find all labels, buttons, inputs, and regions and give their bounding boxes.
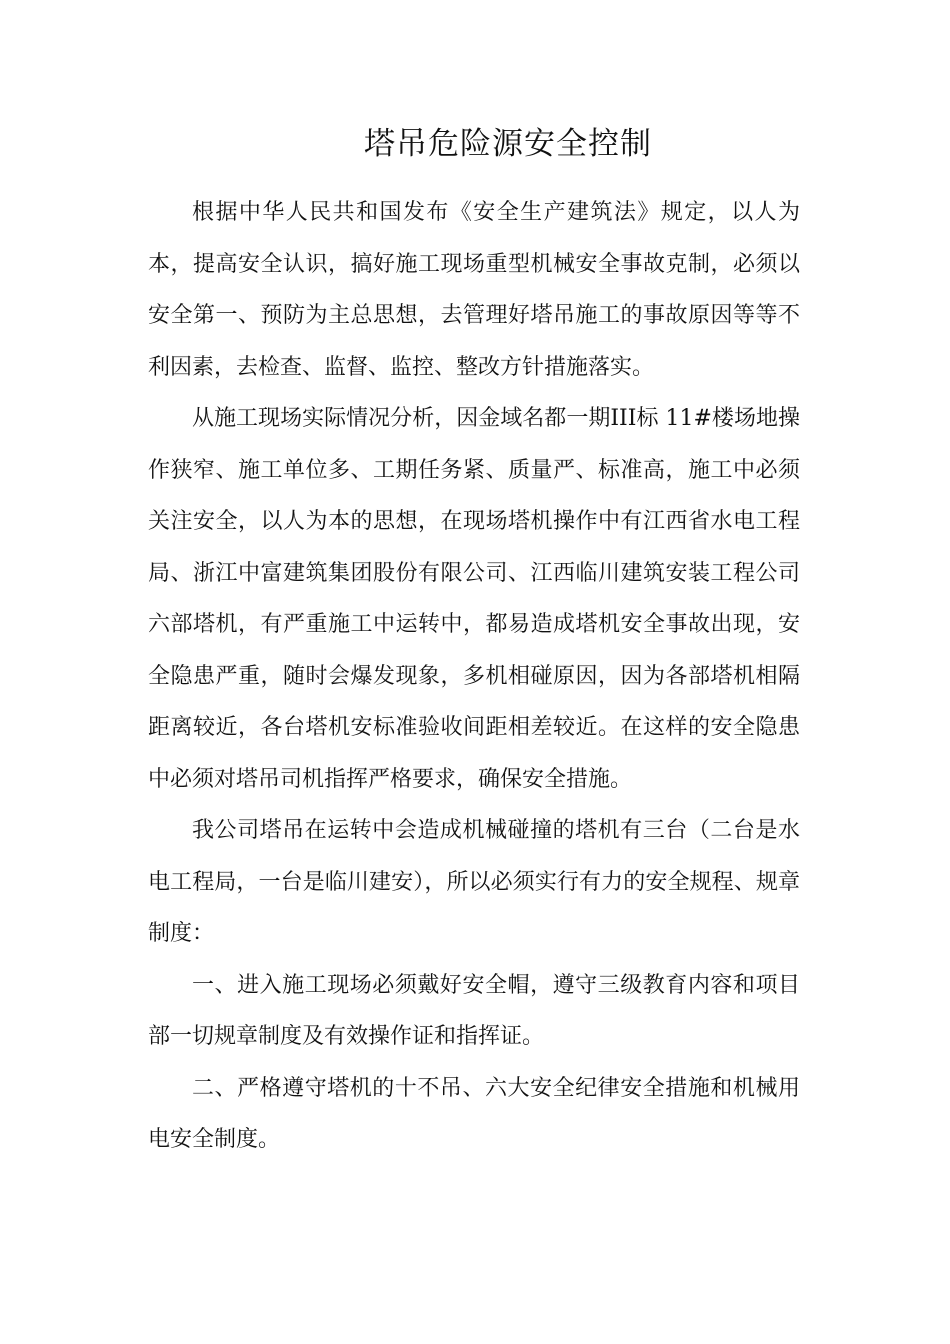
paragraph-site-analysis: 从施工现场实际情况分析，因金域名都一期III标 11#楼场地操作狭窄、施工单位多、工期任务紧、质量严、标准高，施工中必须关注安全，以人为本的思想，在现场塔机操作中有江西省水电工程局、浙江中富建筑集团股份有限公司、江西临川建筑安装工程公司六部塔机，有严重施工中运转中，都易造成塔机安全事故出现，安全隐患严重，随时会爆发现象，多机相碰原因，因为各部塔机相隔距离较近，各台塔机安标准验收间距相差较近。在这样的安全隐患中必须对塔吊司机指挥严格要求，确保安全措施。 (148, 406, 800, 792)
document-title: 塔吊危险源安全控制 (364, 126, 652, 162)
paragraph-rule-two: 二、严格遵守塔机的十不吊、六大安全纪律安全措施和机械用电安全制度。 (148, 1075, 800, 1152)
document-body (148, 187, 800, 1166)
paragraph-company-cranes: 我公司塔吊在运转中会造成机械碰撞的塔机有三台（二台是水电工程局，一台是临川建安），所以必须实行有力的安全规程、规章制度： (148, 818, 800, 946)
paragraph-intro: 根据中华人民共和国发布《安全生产建筑法》规定，以人为本，提高安全认识，搞好施工现场重型机械安全事故克制，必须以安全第一、预防为主总思想，去管理好塔吊施工的事故原因等等不利因素，去检查、监督、监控、整改方针措施落实。 (148, 200, 800, 380)
paragraph-rule-one: 一、进入施工现场必须戴好安全帽，遵守三级教育内容和项目部一切规章制度及有效操作证和指挥证。 (148, 972, 800, 1049)
